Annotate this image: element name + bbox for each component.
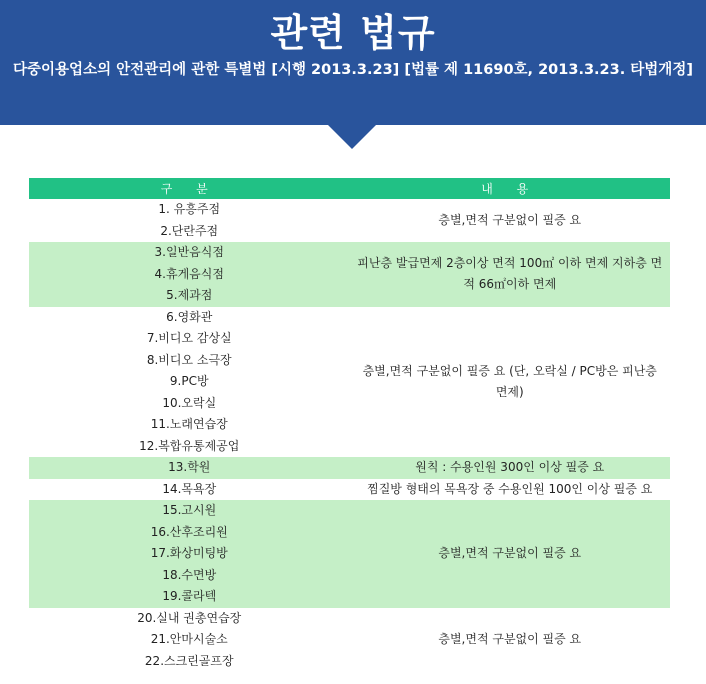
banner-pointer [328,125,376,149]
category-item: 12.복합유통제공업 [139,438,240,453]
category-item: 7.비디오 감상실 [146,331,232,345]
category-cell [29,242,350,307]
category-item: 10.오락실 [162,395,217,410]
category-cell [29,307,350,458]
category-item: 6.영화관 [166,309,213,324]
category-cell [29,457,350,479]
content-cell: 피난층 발급면제 2층이상 면적 100㎡ 이하 면제 지하층 면적 66㎡이하 면제 [350,242,671,307]
category-item: 4.휴게음식점 [154,266,224,281]
category-item: 17.화상미팅방 [150,546,228,560]
category-item: 5.제과점 [166,288,213,302]
category-item: 15.고시원 [162,503,217,517]
content-cell: 층별,면적 구분없이 필증 요 [438,213,582,227]
category-item: 21.안마시술소 [150,632,228,646]
category-cell [29,479,350,501]
page-subtitle: 다중이용업소의 안전관리에 관한 특별법 [시행 2013.3.23] [법률 제 11690호, 2013.3.23. 타법개정] [13,62,693,78]
category-cell [29,199,350,242]
category-item: 22.스크린골프장 [144,653,234,668]
category-cell [29,500,350,608]
table-body [29,199,670,672]
content-cell: 층별,면적 구분없이 필증 요 [438,632,582,647]
category-item: 11.노래연습장 [150,417,228,431]
category-item: 1. 유흥주점 [158,202,221,216]
table-row [29,500,670,608]
category-item: 2.단란주점 [160,223,219,238]
category-item: 3.일반음식점 [154,245,224,259]
content-cell: 찜질방 형태의 목욕장 중 수용인원 100인 이상 필증 요 [367,481,653,496]
table-row [29,479,670,501]
category-item: 8.비디오 소극장 [146,352,232,367]
table-row [29,608,670,673]
page-title: 관련 법규 [270,11,436,55]
category-item: 18.수면방 [162,567,217,582]
header-banner [0,0,706,125]
content-cell: 층별,면적 구분없이 필증 요 [350,500,671,608]
category-cell [29,608,350,673]
content-cell: 원칙 : 수용인원 300인 이상 필증 요 [350,457,671,479]
table-row [29,242,670,307]
category-item: 14.목욕장 [162,481,217,496]
column-header-content: 내 용 [350,178,671,199]
category-item: 16.산후조리원 [150,524,228,539]
table-row [29,307,670,458]
column-header-category: 구 분 [29,178,350,199]
category-item: 9.PC방 [169,374,209,388]
category-item: 13.학원 [168,460,211,474]
table-row [29,457,670,479]
table-header-row [29,178,670,199]
table-row [29,199,670,242]
category-item: 20.실내 권총연습장 [137,610,242,625]
category-item: 19.콜라텍 [162,589,217,603]
content-cell: 층별,면적 구분없이 필증 요 (단, 오락실 / PC방은 피난층 면제) [362,363,657,399]
regulation-table [29,178,670,672]
